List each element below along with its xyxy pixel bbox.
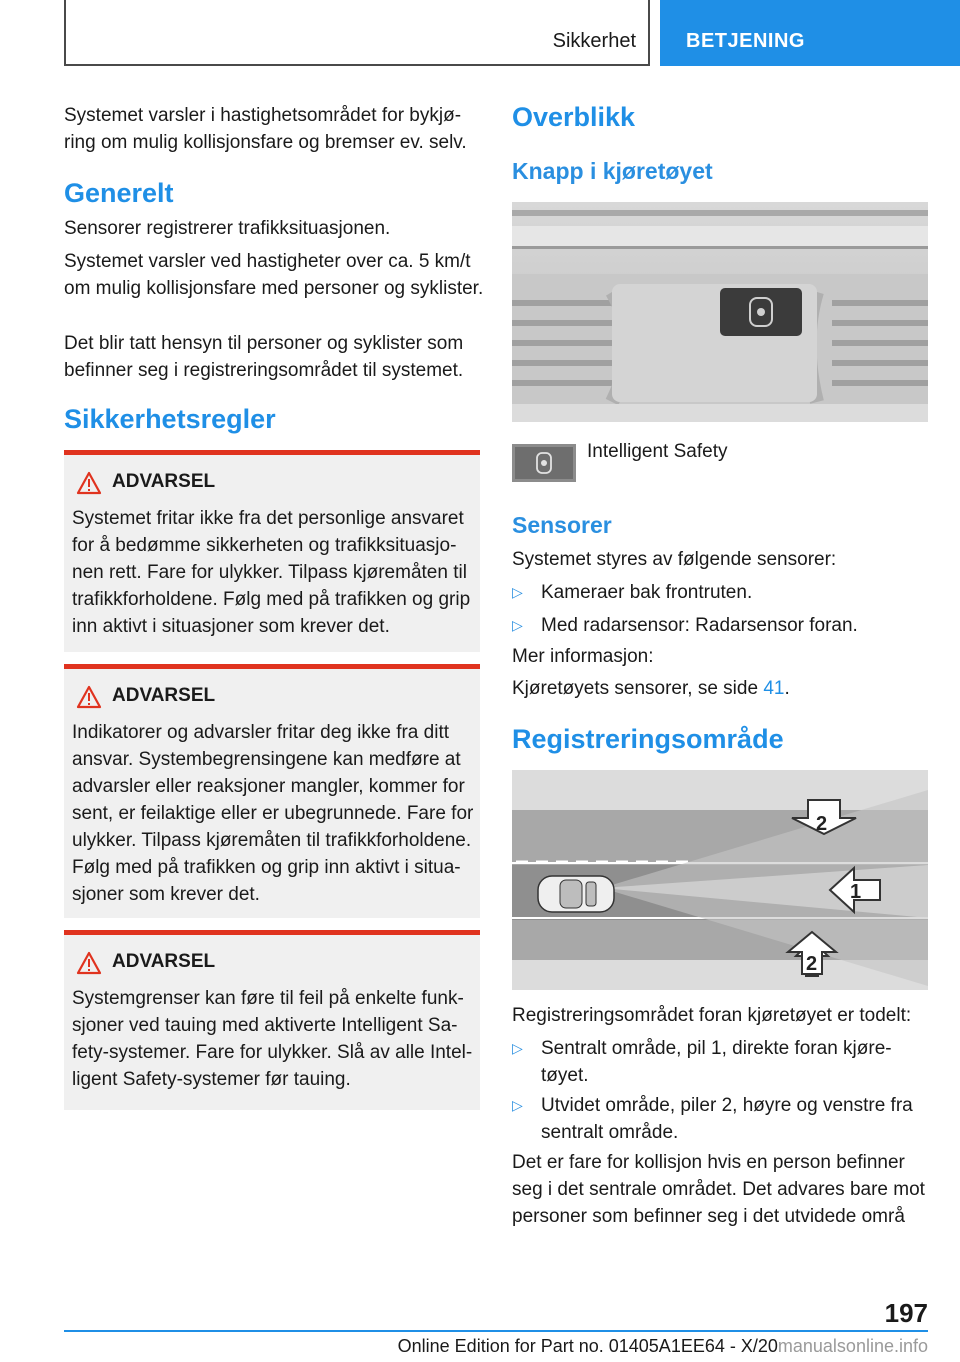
intelligent-safety-button-icon bbox=[512, 444, 576, 482]
dashboard-button-photo bbox=[512, 202, 928, 422]
button-label: Intelligent Safety bbox=[587, 441, 728, 462]
warning-text: Systemet fritar ikke fra det personlige ansvaret for å bedømme sikkerheten og trafikksituasjonen rett. Fare for ulykker. Tilpass kjøremåten til trafikkforholdene. Følg med på trafikken og grip inn aktivt i situasjoner som krever det. bbox=[72, 508, 471, 637]
intro-paragraph: Systemet varsler i hastighetsområdet for bykjøring om mulig kollisjonsfare og bremser ev. selv. bbox=[64, 105, 467, 153]
arrow-label-center: 1 bbox=[850, 881, 862, 903]
warning-box-3 bbox=[64, 930, 480, 1110]
generelt-paragraph-2: Systemet varsler ved hastigheter over ca. 5 km/t om mulig kollisjonsfare med personer og syklister. bbox=[64, 251, 484, 299]
warning-title: ADVARSEL bbox=[112, 685, 216, 706]
heading-sikkerhetsregler: Sikkerhetsregler bbox=[64, 404, 276, 434]
heading-registreringsomrade: Registreringsområde bbox=[512, 724, 784, 754]
footer-edition: Online Edition for Part no. 01405A1EE64 - X/20manualsonline.info bbox=[397, 1336, 928, 1356]
page-ref-link[interactable]: 41 bbox=[763, 678, 785, 699]
warning-triangle-icon bbox=[76, 471, 102, 495]
detection-area-diagram bbox=[512, 770, 928, 990]
warning-title: ADVARSEL bbox=[112, 471, 216, 492]
arrow-label-bottom: 2 bbox=[806, 953, 818, 975]
warning-triangle-icon bbox=[76, 951, 102, 975]
header-section-tab bbox=[64, 0, 650, 66]
warning-triangle-icon bbox=[76, 685, 102, 709]
mer-informasjon: Mer informasjon: bbox=[512, 646, 654, 667]
arrow-label-top: 2 bbox=[816, 813, 828, 835]
generelt-paragraph-1: Sensorer registrerer trafikksituasjonen. bbox=[64, 218, 391, 239]
footer-divider bbox=[64, 1330, 928, 1332]
warning-box-2 bbox=[64, 664, 480, 918]
reference-line: Kjøretøyets sensorer, se side 41. bbox=[512, 678, 790, 699]
heading-overblikk: Overblikk bbox=[512, 102, 636, 132]
heading-generelt: Generelt bbox=[64, 178, 174, 208]
warning-text: Systemgrenser kan føre til feil på enkelte funksjoner ved tauing med aktiverte Intelligent Safety-systemer. Fare for ulykker. Slå av alle Intelligent Safety-systemer før tauing. bbox=[72, 988, 473, 1090]
heading-knapp: Knapp i kjøretøyet bbox=[512, 158, 713, 184]
page-number: 197 bbox=[884, 1298, 928, 1328]
header-chapter-label: BETJENING bbox=[686, 30, 805, 52]
triangle-right-icon: ▷ bbox=[512, 1097, 523, 1113]
triangle-right-icon: ▷ bbox=[512, 584, 523, 600]
warning-text: Indikatorer og advarsler fritar deg ikke fra ditt ansvar. Systembegrensingene kan medføre at advarsler eller reaksjoner mangler, kommer for sent, er feilaktige eller er ubegrunnede. Fare for ulykker. Tilpass kjøremåten til trafikkforholdene. Følg med på trafikken og grip inn aktivt i situasjoner som krever det. bbox=[72, 722, 474, 905]
triangle-right-icon: ▷ bbox=[512, 617, 523, 633]
generelt-paragraph-3: Det blir tatt hensyn til personer og syklister som befinner seg i registreringsområdet til systemet. bbox=[64, 333, 464, 381]
triangle-right-icon: ▷ bbox=[512, 1040, 523, 1056]
reg-end-paragraph: Det er fare for kollisjon hvis en person befinner seg i det sentrale området. Det advares bare mot personer som befinner seg i det utvidede områ bbox=[512, 1152, 925, 1227]
warning-box-1 bbox=[64, 450, 480, 652]
heading-sensorer: Sensorer bbox=[512, 512, 612, 538]
header-section-label: Sikkerhet bbox=[552, 30, 636, 52]
footer-watermark: manualsonline.info bbox=[777, 1336, 928, 1356]
sensorer-intro: Systemet styres av følgende sensorer: bbox=[512, 549, 837, 570]
reg-intro: Registreringsområdet foran kjøretøyet er todelt: bbox=[512, 1005, 912, 1026]
car-top-view bbox=[538, 876, 614, 912]
header-chapter-tab bbox=[660, 0, 960, 66]
warning-title: ADVARSEL bbox=[112, 951, 216, 972]
